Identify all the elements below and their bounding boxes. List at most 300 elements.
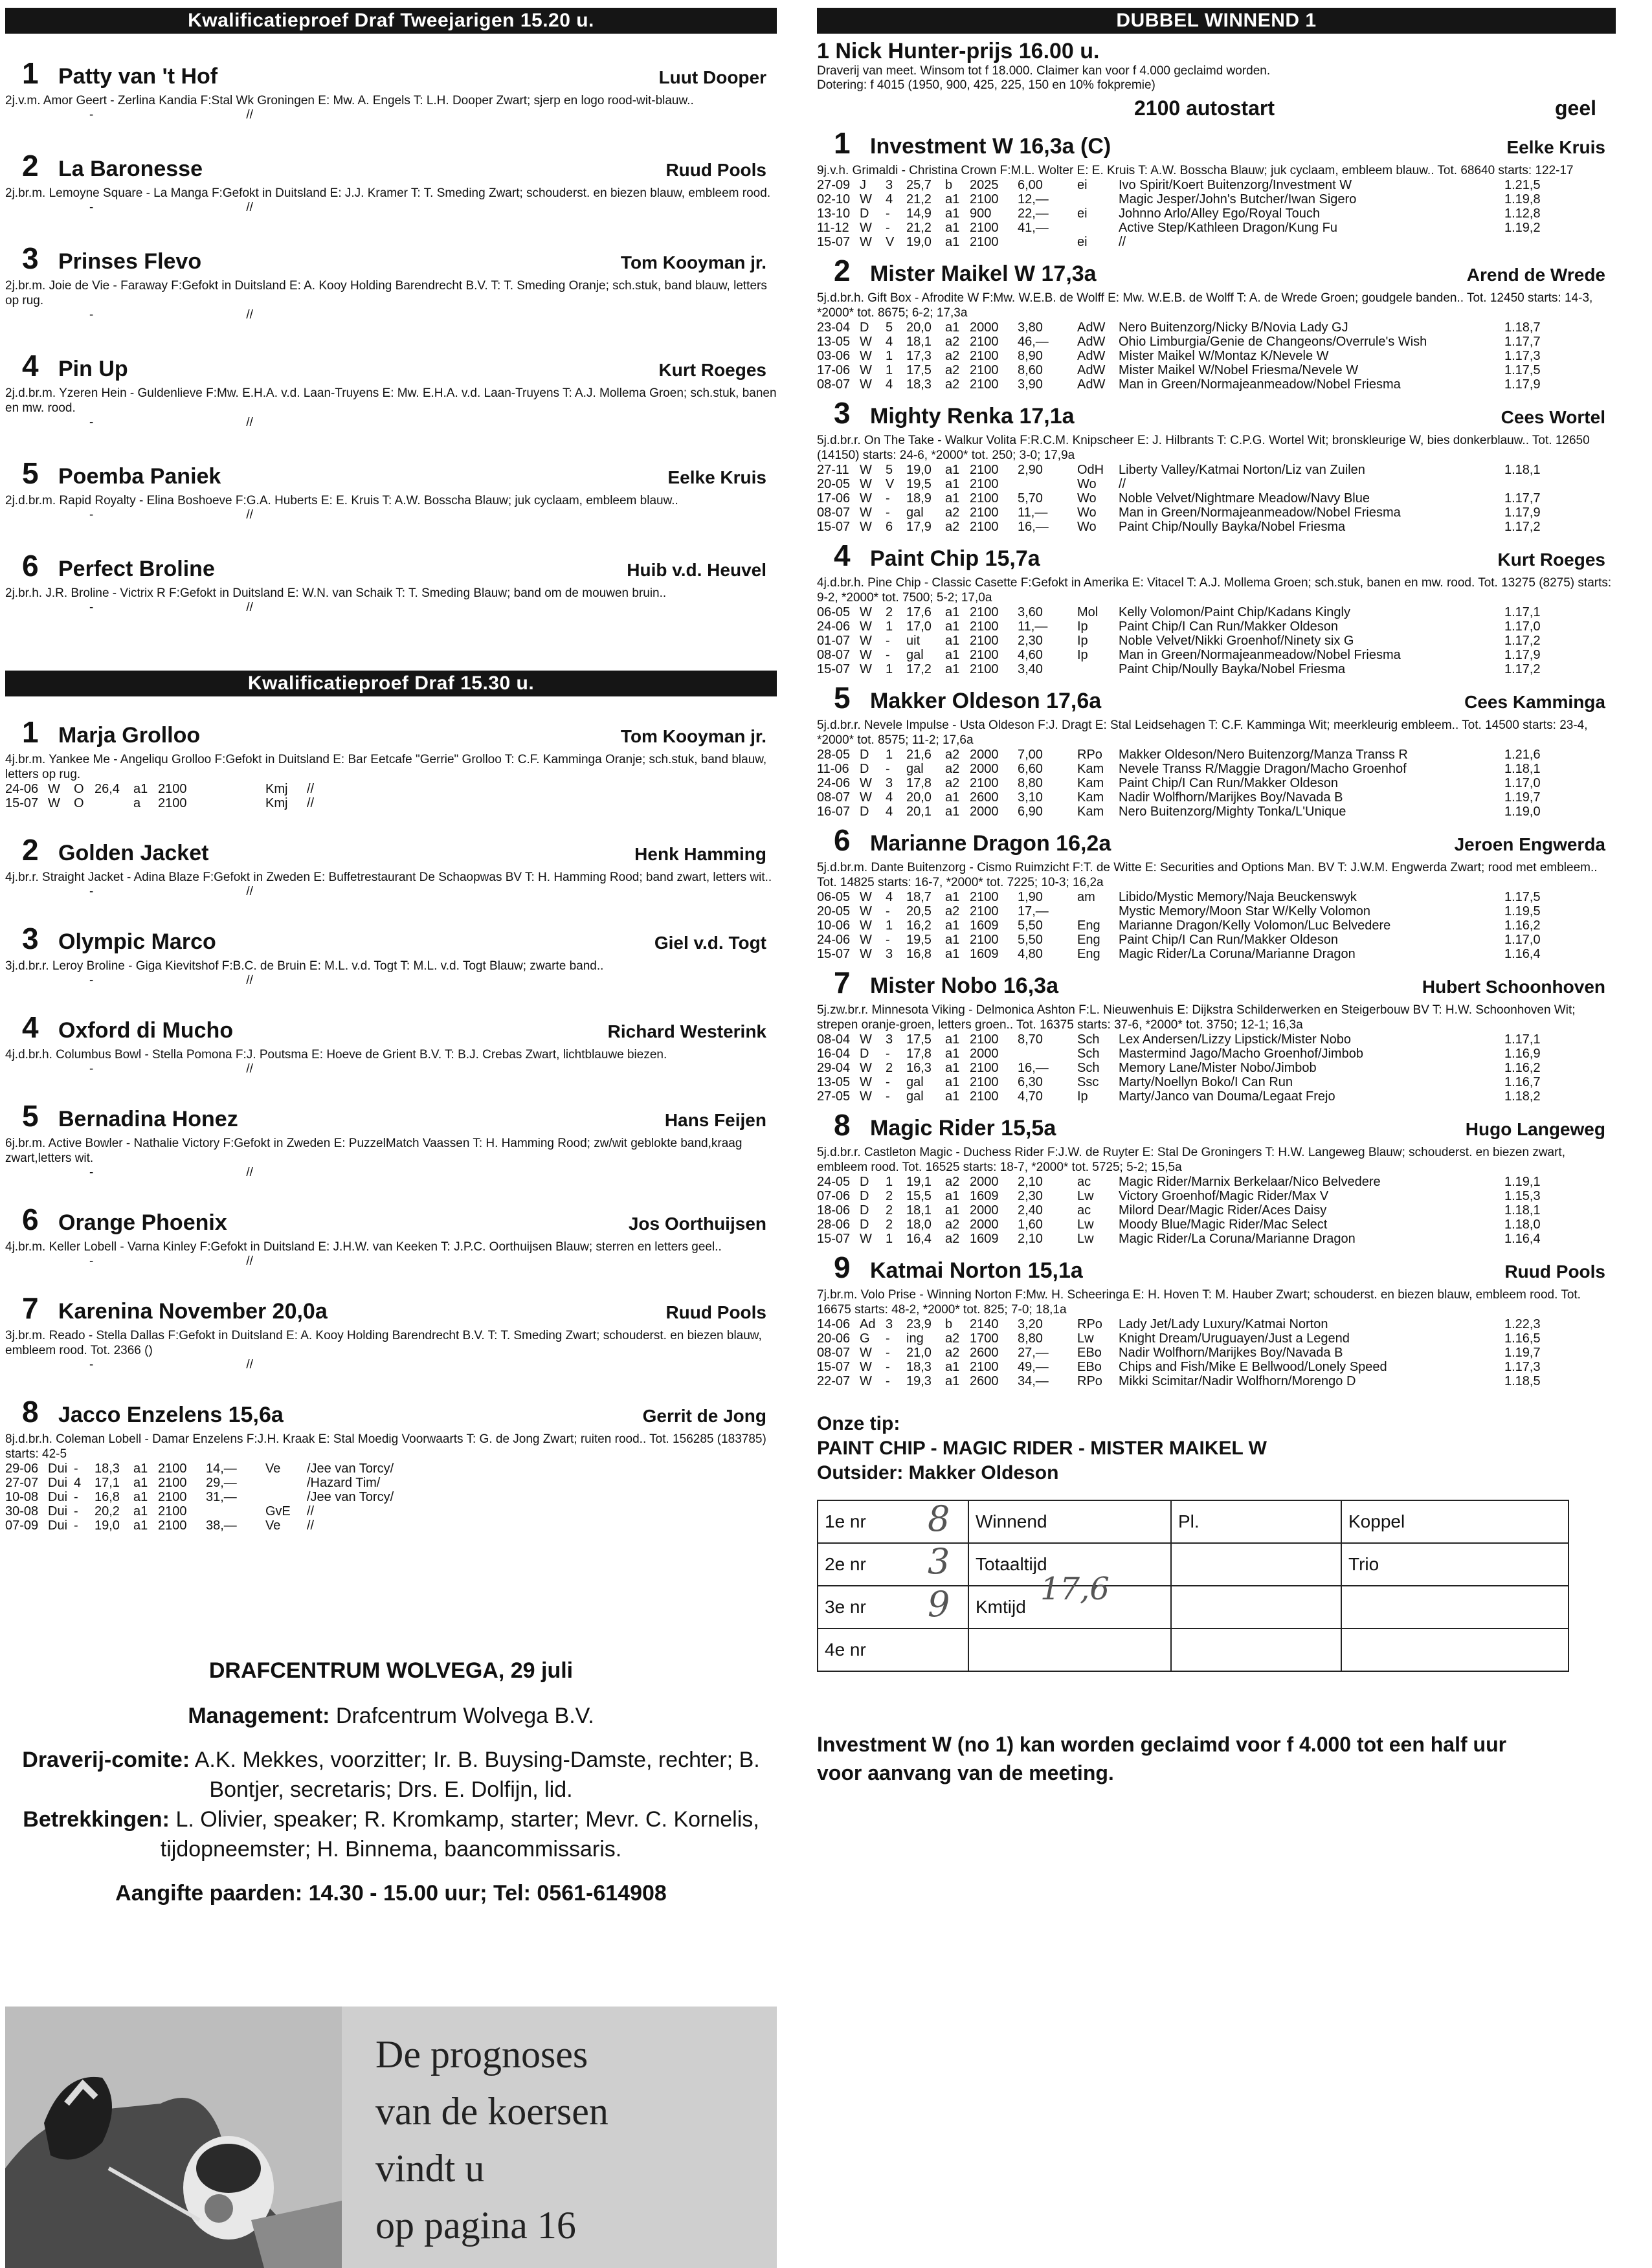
separator-line: - // bbox=[89, 1166, 253, 1179]
form-cell: 1.17,1 bbox=[1504, 605, 1541, 619]
form-cell: 4,60 bbox=[1018, 648, 1043, 662]
result-row-label: 2e nr bbox=[818, 1543, 968, 1586]
form-cell: 1.16,5 bbox=[1504, 1331, 1541, 1346]
form-cell: 2025 bbox=[970, 178, 999, 192]
horse-name: Patty van 't Hof bbox=[58, 64, 218, 89]
form-cell: 24-06 bbox=[817, 619, 851, 634]
form-cell: Paint Chip/Noully Bayka/Nobel Friesma bbox=[1119, 520, 1346, 534]
form-cell: 2,90 bbox=[1018, 463, 1043, 477]
form-cell: Active Step/Kathleen Dragon/Kung Fu bbox=[1119, 221, 1337, 235]
form-cell: 8,70 bbox=[1018, 1032, 1043, 1047]
form-cell: - bbox=[886, 762, 890, 776]
form-cell: 27-05 bbox=[817, 1089, 851, 1104]
form-cell: 2 bbox=[886, 605, 893, 619]
form-row bbox=[817, 634, 1616, 648]
form-cell: 23-04 bbox=[817, 320, 851, 335]
form-cell: - bbox=[886, 206, 890, 221]
separator-mark: // bbox=[246, 1166, 253, 1179]
form-cell: 19,5 bbox=[906, 477, 932, 491]
form-cell: 17,6 bbox=[906, 605, 932, 619]
form-cell: a2 bbox=[945, 349, 960, 363]
form-cell: 3 bbox=[886, 178, 893, 192]
form-row bbox=[817, 619, 1616, 634]
form-row bbox=[817, 1331, 1616, 1346]
form-cell: 08-07 bbox=[817, 1346, 851, 1360]
management-label: Management: bbox=[188, 1704, 330, 1728]
pedigree: 2j.d.br.m. Yzeren Hein - Guldenlieve F:Mw. E.H.A. v.d. Laan-Truyens E: Mw. E.H.A. v.d. Laan-Truyens T: A.J. Mollema Groen; sch.stuk, banen en mw. rood. bbox=[5, 386, 777, 415]
race1-title-bar: Kwalificatieproef Draf Tweejarigen 15.20 u. bbox=[5, 8, 777, 34]
promo-box bbox=[5, 2007, 777, 2268]
pedigree: 3j.d.br.r. Leroy Broline - Giga Kievitshof F:B.C. de Bruin E: M.L. v.d. Togt T: M.L. v.d. Togt Blauw; zwarte band.. bbox=[5, 959, 604, 973]
horse-title bbox=[5, 241, 201, 276]
form-cell: 3,80 bbox=[1018, 320, 1043, 335]
form-cell: 3,90 bbox=[1018, 377, 1043, 392]
form-cell: - bbox=[886, 1089, 890, 1104]
form-cell: ac bbox=[1077, 1175, 1091, 1189]
form-cell: 17,9 bbox=[906, 520, 932, 534]
form-cell: a1 bbox=[945, 235, 960, 249]
form-cell: Nadir Wolfhorn/Marijkes Boy/Navada B bbox=[1119, 1346, 1343, 1360]
horse-entry bbox=[5, 1394, 777, 1533]
form-cell: Knight Dream/Uruguayen/Just a Legend bbox=[1119, 1331, 1350, 1346]
form-cell: 02-10 bbox=[817, 192, 851, 206]
form-cell: a1 bbox=[945, 320, 960, 335]
form-row bbox=[5, 1518, 777, 1533]
form-cell: 1 bbox=[886, 363, 893, 377]
form-cell: a1 bbox=[133, 782, 148, 796]
horse-header bbox=[817, 253, 1616, 288]
form-cell: 2100 bbox=[970, 1360, 999, 1374]
form-cell: // bbox=[307, 1504, 315, 1518]
form-cell: 4 bbox=[886, 790, 893, 805]
form-cell: 18,3 bbox=[906, 377, 932, 392]
form-cell: 31,— bbox=[206, 1490, 237, 1504]
form-cell: 16,3 bbox=[906, 1061, 932, 1075]
horse-title bbox=[5, 148, 203, 183]
form-cell: 23,9 bbox=[906, 1317, 932, 1331]
horse-entry bbox=[5, 1291, 777, 1372]
form-cell: a1 bbox=[945, 463, 960, 477]
form-cell: W bbox=[860, 491, 872, 506]
horse-header bbox=[817, 1107, 1616, 1142]
form-cell: 2000 bbox=[970, 320, 999, 335]
form-cell: 1.19,2 bbox=[1504, 221, 1541, 235]
form-cell: 20,0 bbox=[906, 320, 932, 335]
form-cell: 14-06 bbox=[817, 1317, 851, 1331]
horse-number: 7 bbox=[834, 966, 851, 999]
form-cell: 17,1 bbox=[95, 1476, 120, 1490]
separator-mark: // bbox=[246, 308, 253, 322]
form-cell: W bbox=[860, 947, 872, 961]
form-row bbox=[817, 1232, 1616, 1246]
horse-entry bbox=[5, 456, 777, 522]
form-cell: O bbox=[74, 782, 84, 796]
separator-line: - // bbox=[89, 601, 253, 614]
form-cell: 15-07 bbox=[5, 796, 39, 810]
form-cell: ei bbox=[1077, 178, 1088, 192]
form-cell: Man in Green/Normajeanmeadow/Nobel Friesma bbox=[1119, 506, 1401, 520]
form-cell: 16-04 bbox=[817, 1047, 851, 1061]
form-cell: 2,30 bbox=[1018, 634, 1043, 648]
form-cell: 2000 bbox=[970, 1175, 999, 1189]
form-cell: 1 bbox=[886, 748, 893, 762]
form-cell: a1 bbox=[945, 192, 960, 206]
form-cell: 6,00 bbox=[1018, 178, 1043, 192]
form-cell: Sch bbox=[1077, 1032, 1100, 1047]
pedigree: 6j.br.m. Active Bowler - Nathalie Victory F:Gefokt in Zweden E: PuzzelMatch Vaassen T: H. Hamming Rood; zw/wit geblokte band,kraag zwart,letters wit. bbox=[5, 1137, 742, 1165]
horse-number: 4 bbox=[22, 349, 39, 383]
form-cell: 2100 bbox=[970, 335, 999, 349]
form-cell: a1 bbox=[945, 634, 960, 648]
horse-entry bbox=[5, 241, 777, 322]
form-cell: Dui bbox=[48, 1462, 68, 1476]
form-cell: W bbox=[860, 918, 872, 933]
form-cell: 1.18,1 bbox=[1504, 762, 1541, 776]
form-cell: Lw bbox=[1077, 1189, 1094, 1203]
form-row bbox=[817, 206, 1616, 221]
form-cell: 1.19,8 bbox=[1504, 192, 1541, 206]
form-cell: 2000 bbox=[970, 1047, 999, 1061]
form-cell: AdW bbox=[1077, 349, 1106, 363]
form-cell: 20-05 bbox=[817, 477, 851, 491]
form-cell: W bbox=[860, 648, 872, 662]
form-cell: W bbox=[860, 335, 872, 349]
form-cell: 1.17,2 bbox=[1504, 634, 1541, 648]
form-cell: 18,1 bbox=[906, 335, 932, 349]
form-cell: 2100 bbox=[158, 782, 187, 796]
form-cell: 24-05 bbox=[817, 1175, 851, 1189]
form-cell: EBo bbox=[1077, 1346, 1102, 1360]
form-cell: 1.21,6 bbox=[1504, 748, 1541, 762]
form-row bbox=[817, 491, 1616, 506]
form-cell: 20-05 bbox=[817, 904, 851, 918]
form-cell: Marianne Dragon/Kelly Volomon/Luc Belvedere bbox=[1119, 918, 1391, 933]
form-cell: G bbox=[860, 1331, 870, 1346]
horse-entry bbox=[5, 148, 777, 215]
form-cell: 27,— bbox=[1018, 1346, 1049, 1360]
form-cell bbox=[206, 1504, 265, 1518]
form-cell: 15-07 bbox=[817, 520, 851, 534]
form-cell: 2100 bbox=[970, 605, 999, 619]
form-cell: - bbox=[886, 1374, 890, 1388]
kmtijd-label: Kmtijd bbox=[976, 1597, 1026, 1617]
horse-header bbox=[5, 548, 777, 583]
form-cell: Magic Jesper/John's Butcher/Iwan Sigero bbox=[1119, 192, 1357, 206]
form-cell bbox=[206, 782, 265, 796]
form-cell: 2100 bbox=[970, 506, 999, 520]
form-cell: Liberty Valley/Katmai Norton/Liz van Zuilen bbox=[1119, 463, 1365, 477]
form-cell: Nero Buitenzorg/Nicky B/Novia Lady GJ bbox=[1119, 320, 1348, 335]
horse-number: 8 bbox=[22, 1395, 39, 1429]
form-cell: a1 bbox=[945, 491, 960, 506]
form-row bbox=[817, 1175, 1616, 1189]
form-cell: - bbox=[886, 1047, 890, 1061]
form-cell: 29,— bbox=[206, 1476, 237, 1490]
form-row bbox=[817, 605, 1616, 619]
form-cell: 2100 bbox=[970, 1061, 999, 1075]
horse-number: 3 bbox=[22, 922, 39, 955]
kmtijd-cell bbox=[928, 1571, 1171, 1629]
form-row bbox=[817, 463, 1616, 477]
form-cell: 2,10 bbox=[1018, 1232, 1043, 1246]
form-cell: D bbox=[860, 1217, 869, 1232]
form-cell: 06-05 bbox=[817, 890, 851, 904]
form-cell: a1 bbox=[945, 1189, 960, 1203]
separator-line: - // bbox=[89, 1062, 253, 1076]
form-cell: 07-09 bbox=[5, 1518, 39, 1533]
form-cell: 1.21,5 bbox=[1504, 178, 1541, 192]
form-cell: W bbox=[860, 1032, 872, 1047]
horse-number: 1 bbox=[834, 126, 851, 160]
form-cell: W bbox=[860, 605, 872, 619]
form-cell: 900 bbox=[970, 206, 992, 221]
form-cell: W bbox=[860, 904, 872, 918]
form-cell: Sch bbox=[1077, 1061, 1100, 1075]
form-cell: O bbox=[74, 796, 84, 810]
form-cell: Sch bbox=[1077, 1047, 1100, 1061]
form-cell: a2 bbox=[945, 1175, 960, 1189]
form-cell: 2100 bbox=[970, 776, 999, 790]
horse-header bbox=[5, 921, 777, 956]
horse-title bbox=[817, 395, 1075, 430]
form-cell: W bbox=[860, 662, 872, 676]
form-cell: Dui bbox=[48, 1490, 68, 1504]
form-row bbox=[817, 1189, 1616, 1203]
horse-entry bbox=[5, 1010, 777, 1076]
race2-title-bar: Kwalificatieproef Draf 15.30 u. bbox=[5, 671, 777, 696]
form-cell: Chips and Fish/Mike E Bellwood/Lonely Speed bbox=[1119, 1360, 1387, 1374]
form-cell: 2100 bbox=[970, 1089, 999, 1104]
form-cell: Ivo Spirit/Koert Buitenzorg/Investment W bbox=[1119, 178, 1352, 192]
form-cell: W bbox=[860, 619, 872, 634]
form-cell: 11-12 bbox=[817, 221, 849, 235]
form-cell: 28-05 bbox=[817, 748, 851, 762]
form-row bbox=[817, 221, 1616, 235]
form-cell bbox=[1018, 1047, 1077, 1061]
pedigree: 4j.br.m. Yankee Me - Angeliqu Grolloo F:Gefokt in Duitsland E: Bar Eetcafe "Gerrie" Grolloo T: C.F. Kamminga Oranje; sch.stuk, band blauw, letters op rug. bbox=[5, 753, 767, 781]
form-cell: W bbox=[860, 192, 872, 206]
form-cell: 2100 bbox=[970, 377, 999, 392]
race-dotering: Dotering: f 4015 (1950, 900, 425, 225, 150 en 10% fokpremie) bbox=[817, 78, 1155, 92]
form-cell: - bbox=[886, 1346, 890, 1360]
form-cell: a1 bbox=[945, 648, 960, 662]
tip-label: Onze tip: bbox=[817, 1413, 900, 1434]
pedigree: 5j.d.br.r. Castleton Magic - Duchess Rider F:J.W. de Ruyter E: Stal De Groningers T: H.W. Langeweg Blauw; schouderst. en biezen zwart, embleem rood. Tot. 16525 starts: 18-7, *2000* tot. 5725; 5-2; 15,5a bbox=[817, 1146, 1565, 1174]
form-cell: W bbox=[860, 1232, 872, 1246]
form-cell: 8,60 bbox=[1018, 363, 1043, 377]
form-row bbox=[817, 1075, 1616, 1089]
form-cell: 49,— bbox=[1018, 1360, 1049, 1374]
form-cell bbox=[1077, 192, 1119, 206]
race1-horses bbox=[5, 56, 777, 615]
form-cell: a2 bbox=[945, 904, 960, 918]
horse-number: 6 bbox=[22, 549, 39, 583]
horse-header bbox=[5, 715, 777, 750]
form-cell: AdW bbox=[1077, 377, 1106, 392]
form-cell: 2100 bbox=[970, 648, 999, 662]
form-cell: Mister Maikel W/Nobel Friesma/Nevele W bbox=[1119, 363, 1359, 377]
form-cell: a2 bbox=[945, 377, 960, 392]
form-cell: Wo bbox=[1077, 506, 1097, 520]
form-cell bbox=[206, 796, 265, 810]
form-cell: W bbox=[860, 1360, 872, 1374]
form-row bbox=[817, 1047, 1616, 1061]
horse-entry bbox=[817, 965, 1616, 1104]
form-cell: - bbox=[74, 1462, 78, 1476]
horse-header bbox=[5, 456, 777, 491]
separator-line: - // bbox=[89, 1254, 253, 1268]
form-cell: Paint Chip/I Can Run/Makker Oldeson bbox=[1119, 933, 1339, 947]
empty-cell bbox=[1171, 1543, 1341, 1586]
form-cell: RPo bbox=[1077, 1317, 1102, 1331]
jockey-name: Eelke Kruis bbox=[667, 467, 766, 487]
horse-name: Mister Nobo 16,3a bbox=[870, 973, 1058, 998]
form-cell: 2000 bbox=[970, 805, 999, 819]
horse-name: Prinses Flevo bbox=[58, 249, 202, 274]
form-cell: J bbox=[860, 178, 866, 192]
form-cell: a bbox=[133, 796, 141, 810]
jockey-name: Kurt Roeges bbox=[658, 360, 766, 380]
form-cell: 1 bbox=[886, 1232, 893, 1246]
form-cell: 2,30 bbox=[1018, 1189, 1043, 1203]
form-cell: 27-09 bbox=[817, 178, 851, 192]
form-cell: - bbox=[886, 1331, 890, 1346]
form-cell: a1 bbox=[945, 1047, 960, 1061]
form-cell: RPo bbox=[1077, 1374, 1102, 1388]
form-cell: Mol bbox=[1077, 605, 1099, 619]
form-row bbox=[817, 506, 1616, 520]
form-cell: Nevele Transs R/Maggie Dragon/Macho Groenhof bbox=[1119, 762, 1407, 776]
form-row bbox=[817, 776, 1616, 790]
form-cell: 18,0 bbox=[906, 1217, 932, 1232]
form-cell: Mastermind Jago/Macho Groenhof/Jimbob bbox=[1119, 1047, 1363, 1061]
horse-header bbox=[5, 1098, 777, 1133]
form-cell: 15-07 bbox=[817, 947, 851, 961]
form-cell: OdH bbox=[1077, 463, 1104, 477]
horse-name: Makker Oldeson 17,6a bbox=[870, 689, 1102, 713]
horse-number: 1 bbox=[22, 56, 39, 90]
form-cell: EBo bbox=[1077, 1360, 1102, 1374]
horse-title bbox=[5, 456, 221, 491]
jockey-name: Giel v.d. Togt bbox=[654, 933, 766, 953]
form-cell: /Hazard Tim/ bbox=[307, 1476, 381, 1490]
form-cell: 17,0 bbox=[906, 619, 932, 634]
form-row bbox=[817, 662, 1616, 676]
form-cell: 10-08 bbox=[5, 1490, 39, 1504]
form-cell: a1 bbox=[945, 947, 960, 961]
form-cell: Milord Dear/Magic Rider/Aces Daisy bbox=[1119, 1203, 1327, 1217]
form-cell: Paint Chip/I Can Run/Makker Oldeson bbox=[1119, 776, 1339, 790]
form-row bbox=[817, 178, 1616, 192]
form-row bbox=[817, 1317, 1616, 1331]
form-cell: 1 bbox=[886, 349, 893, 363]
form-cell: 2100 bbox=[970, 890, 999, 904]
betrek-line bbox=[5, 1805, 777, 1864]
form-cell: a1 bbox=[945, 206, 960, 221]
form-cell bbox=[1018, 235, 1077, 249]
form-cell: a1 bbox=[945, 1032, 960, 1047]
form-cell: 21,2 bbox=[906, 221, 932, 235]
horse-entry bbox=[817, 253, 1616, 392]
handwritten-3rd: 9 bbox=[928, 1584, 950, 1625]
form-cell bbox=[1504, 477, 1563, 491]
jockey-name: Arend de Wrede bbox=[1466, 265, 1605, 285]
separator-mark: // bbox=[246, 973, 253, 987]
form-cell: 17-06 bbox=[817, 363, 851, 377]
pedigree: 9j.v.h. Grimaldi - Christina Crown F:M.L. Wolter E: E. Kruis T: A.W. Bosscha Blauw; juk cyclaam, embleem blauw.. Tot. 68640 starts: 122-17 bbox=[817, 164, 1574, 177]
horse-title bbox=[817, 965, 1058, 1000]
horse-name: Mister Maikel W 17,3a bbox=[870, 261, 1097, 286]
form-cell: 06-05 bbox=[817, 605, 851, 619]
pedigree: 5j.d.br.r. Nevele Impulse - Usta Oldeson F:J. Dragt E: Stal Leidsehagen T: C.F. Kamminga Wit; meerkleurig embleem.. Tot. 14500 starts: 23-4, *2000* tot. 8575; 11-2; 17,6a bbox=[817, 718, 1588, 747]
left-column bbox=[5, 8, 777, 1908]
horse-entry bbox=[5, 56, 777, 122]
form-cell: W bbox=[860, 520, 872, 534]
form-row bbox=[817, 1032, 1616, 1047]
form-cell: 15-07 bbox=[817, 235, 851, 249]
form-cell: 20,1 bbox=[906, 805, 932, 819]
form-cell: 2100 bbox=[970, 192, 999, 206]
form-cell: Eng bbox=[1077, 933, 1100, 947]
jockey-name: Richard Westerink bbox=[607, 1021, 766, 1041]
form-cell: a1 bbox=[945, 890, 960, 904]
form-cell: Magic Rider/La Coruna/Marianne Dragon bbox=[1119, 1232, 1356, 1246]
form-cell: 11,— bbox=[1018, 506, 1048, 520]
form-row bbox=[5, 1476, 777, 1490]
form-cell: 1.17,5 bbox=[1504, 890, 1541, 904]
horse-title bbox=[817, 253, 1097, 288]
form-cell: 5 bbox=[886, 320, 893, 335]
horse-name: Marianne Dragon 16,2a bbox=[870, 831, 1111, 856]
form-cell: 1.17,9 bbox=[1504, 377, 1541, 392]
form-cell: AdW bbox=[1077, 320, 1106, 335]
form-cell: Marty/Janco van Douma/Legaat Frejo bbox=[1119, 1089, 1335, 1104]
form-cell: 17,8 bbox=[906, 776, 932, 790]
dubbel-winnend-bar: DUBBEL WINNEND 1 bbox=[817, 8, 1616, 34]
form-cell: 17,2 bbox=[906, 662, 932, 676]
horse-name: Golden Jacket bbox=[58, 841, 209, 865]
form-cell: 46,— bbox=[1018, 335, 1049, 349]
form-row bbox=[817, 1061, 1616, 1075]
form-cell: W bbox=[860, 890, 872, 904]
horse-entry bbox=[5, 715, 777, 810]
form-cell: Lady Jet/Lady Luxury/Katmai Norton bbox=[1119, 1317, 1328, 1331]
horse-number: 6 bbox=[834, 823, 851, 857]
form-cell: b bbox=[945, 1317, 953, 1331]
form-cell: 1.16,7 bbox=[1504, 1075, 1541, 1089]
form-cell: Kam bbox=[1077, 776, 1104, 790]
separator-line: - // bbox=[89, 308, 253, 322]
form-cell: // bbox=[1119, 477, 1126, 491]
form-cell: 29-06 bbox=[5, 1462, 39, 1476]
form-cell: 2000 bbox=[970, 1217, 999, 1232]
horse-number: 9 bbox=[834, 1251, 851, 1284]
form-cell: Nero Buitenzorg/Mighty Tonka/L'Unique bbox=[1119, 805, 1346, 819]
horse-title bbox=[5, 1202, 227, 1237]
form-cell: - bbox=[74, 1518, 78, 1533]
separator-line: - // bbox=[89, 508, 253, 522]
right-column bbox=[817, 8, 1616, 1787]
form-cell: 1.16,4 bbox=[1504, 1232, 1541, 1246]
form-cell: AdW bbox=[1077, 335, 1106, 349]
horse-name: Magic Rider 15,5a bbox=[870, 1116, 1056, 1140]
jockey-name: Jos Oorthuijsen bbox=[628, 1214, 766, 1234]
form-cell: Ve bbox=[265, 1462, 281, 1476]
result-row-label: 1e nr bbox=[818, 1500, 968, 1543]
form-cell: a2 bbox=[945, 363, 960, 377]
form-cell: a2 bbox=[945, 335, 960, 349]
form-cell: 07-06 bbox=[817, 1189, 851, 1203]
